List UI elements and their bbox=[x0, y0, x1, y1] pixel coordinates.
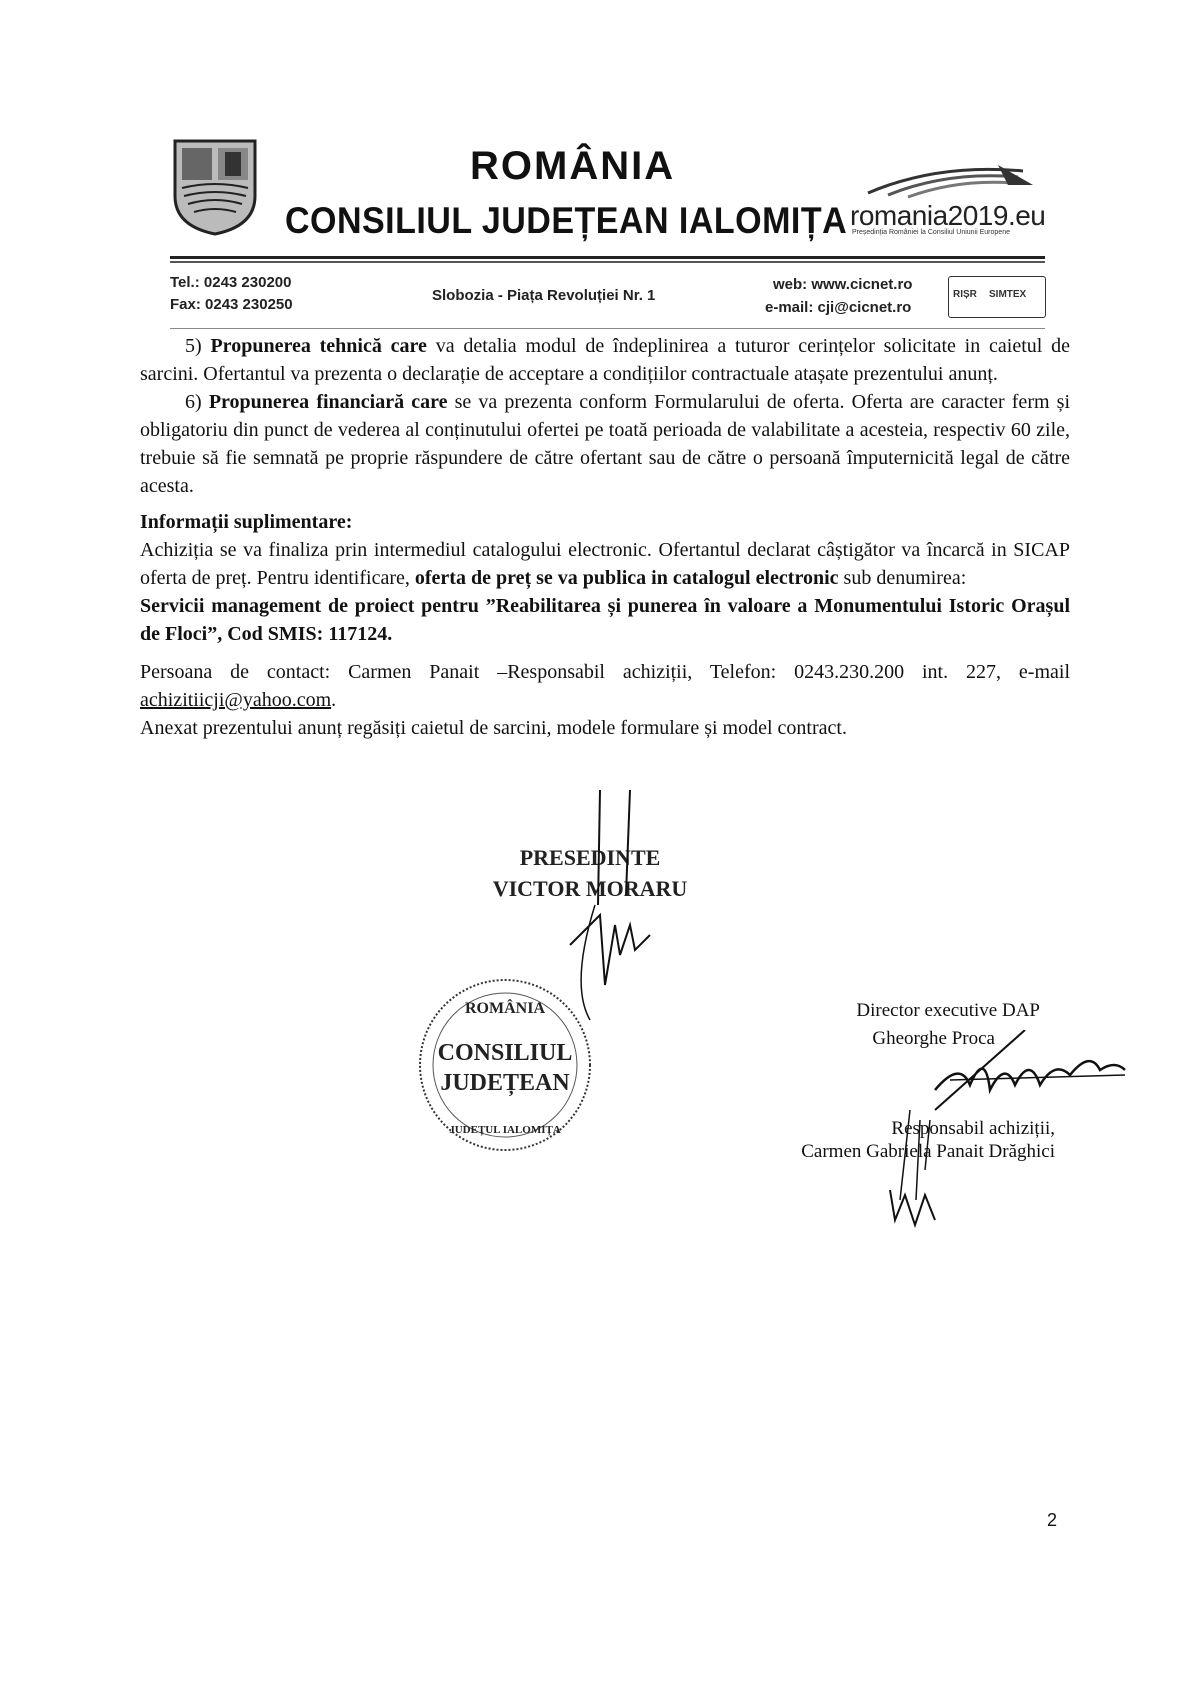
tel-text: Tel.: 0243 230200 bbox=[170, 274, 292, 291]
info-text-2: sub denumirea: bbox=[838, 567, 967, 589]
info-paragraph bbox=[140, 536, 1070, 592]
header-rule bbox=[170, 256, 1045, 259]
stamp-bottom-text: JUDEȚUL IALOMIȚA bbox=[449, 1124, 561, 1136]
stamp-top-text: ROMÂNIA bbox=[465, 1000, 545, 1017]
paragraph-5-text: va detalia modul de îndeplinirea a tuturor cerințelor solicitate in caietul de sarcini. Ofertantul va prezenta o declarație de acceptare a condițiilor contractuale atașate prezentului anunț. bbox=[140, 335, 1070, 385]
info-text-1: Achiziția se va finaliza prin intermediul catalogului electronic. Ofertantul declarat câștigător va încarcă in SICAP oferta de preț. Pentru identificare, bbox=[140, 539, 1070, 589]
email-text: e-mail: cji@cicnet.ro bbox=[765, 299, 912, 316]
institution-title: CONSILIUL JUDEȚEAN IALOMIȚA bbox=[285, 200, 848, 241]
country-title: ROMÂNIA bbox=[470, 144, 676, 188]
contact-email-link[interactable]: achizitiicji@yahoo.com bbox=[140, 689, 332, 711]
web-text: web: www.cicnet.ro bbox=[773, 276, 913, 293]
paragraph-6 bbox=[140, 388, 1070, 500]
contact-text: Persoana de contact: Carmen Panait –Responsabil achiziții, Telefon: 0243.230.200 int. 227, e-mail bbox=[140, 661, 1070, 683]
paragraph-5-number: 5) bbox=[185, 335, 202, 357]
paragraph-5-bold: Propunerea tehnică care bbox=[210, 335, 427, 357]
eu-tagline: Președinția României la Consiliul Uniunii Europene bbox=[852, 229, 1010, 236]
certification-badge bbox=[948, 276, 1046, 318]
service-title-text: Servicii management de proiect pentru ”Reabilitarea și punerea în valoare a Monumentului Istoric Orașul de Floci”, Cod SMIS: 117124. bbox=[140, 595, 1070, 645]
responsible-title: Responsabil achiziții, bbox=[891, 1118, 1055, 1139]
director-signature-scribble bbox=[930, 1030, 1130, 1120]
county-coat-of-arms-logo bbox=[170, 136, 260, 236]
paragraph-6-bold: Propunerea financiară care bbox=[208, 391, 448, 413]
official-stamp bbox=[415, 975, 595, 1155]
info-bold-1: oferta de preț se va publica in catalogul electronic bbox=[414, 567, 839, 589]
cert-left-text: RIȘR bbox=[953, 289, 977, 300]
page-number: 2 bbox=[1047, 1510, 1058, 1530]
eu-presidency-logo bbox=[848, 163, 1038, 203]
info-heading-text: Informații suplimentare: bbox=[140, 511, 353, 533]
info-heading bbox=[140, 508, 1070, 536]
header-rule-secondary bbox=[170, 261, 1045, 263]
president-title: PRESEDINTE bbox=[519, 845, 661, 870]
paragraph-6-number: 6) bbox=[185, 391, 202, 413]
annex-paragraph bbox=[140, 714, 1070, 742]
eu-site-text: romania2019.eu bbox=[850, 200, 1046, 231]
stamp-mid1-text: CONSILIUL bbox=[437, 1040, 573, 1066]
paragraph-5 bbox=[140, 332, 1070, 388]
responsible-name: Carmen Gabriela Panait Drăghici bbox=[801, 1141, 1055, 1162]
stamp-mid2-text: JUDEȚEAN bbox=[440, 1070, 570, 1096]
cert-right-text: SIMTEX bbox=[989, 289, 1027, 300]
contact-paragraph bbox=[140, 658, 1070, 714]
service-title bbox=[140, 592, 1070, 648]
document-body bbox=[140, 332, 1070, 742]
header-bottom-rule bbox=[170, 328, 1045, 329]
director-name: Gheorghe Proca bbox=[872, 1028, 995, 1049]
paragraph-6-text: se va prezenta conform Formularului de oferta. Oferta are caracter ferm și obligatoriu din punct de vederea al conținutului ofertei pe toată perioada de valabilitate a acesteia, respectiv 60 zile, trebuie să fie semnată pe proprie răspundere de către ofertant sau de către o persoană împuternicită legal de către acesta. bbox=[140, 391, 1071, 497]
director-title: Director executive DAP bbox=[856, 1000, 1040, 1021]
contact-end: . bbox=[331, 689, 337, 711]
responsible-signature-scribble bbox=[880, 1110, 990, 1240]
fax-text: Fax: 0243 230250 bbox=[170, 296, 293, 313]
address-text: Slobozia - Piața Revoluției Nr. 1 bbox=[432, 287, 656, 304]
annex-text: Anexat prezentului anunț regăsiți caietul de sarcini, modele formulare și model contract. bbox=[140, 717, 847, 739]
president-name: VICTOR MORARU bbox=[492, 876, 688, 901]
